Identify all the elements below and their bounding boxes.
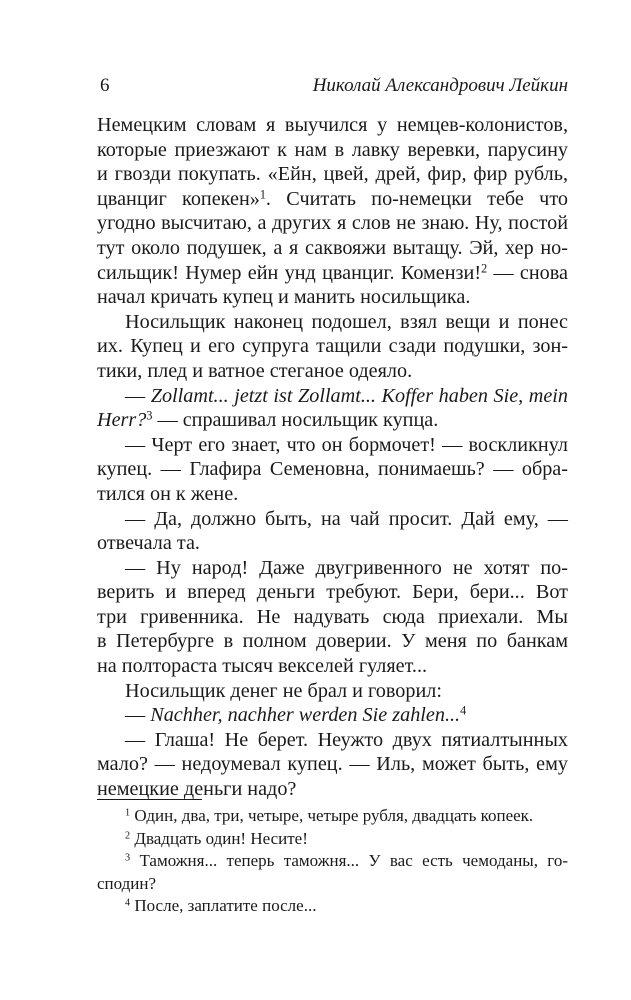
text-line: и гвозди покупать. «Ейн, цвей, дрей, фир, фир рубль, (97, 163, 568, 186)
running-title-author: Николай Александрович Лейкин (312, 75, 568, 96)
footnote-3 (97, 850, 568, 873)
footnotes (97, 805, 568, 918)
text-line: Немецким словам я выучился у немцев-колонистов, (97, 114, 568, 136)
german-italic-text: Zollamt... jetzt ist Zollamt... Koffer haben Sie, mein (150, 384, 569, 407)
dialogue-line: — Ну народ! Даже двугривенного не хотят по- (125, 556, 568, 579)
text-line: которые приезжают к нам в лавку веревки, парусину (97, 138, 568, 161)
footnote-text: После, заплатите после... (134, 896, 317, 915)
text-line: мало? — недоумевал купец. — Иль, может быть, ему (97, 753, 568, 776)
text-line: начал кричать купец и манить носильщика. (97, 286, 471, 309)
text-line (97, 261, 568, 286)
footnote-mark: 2 (125, 829, 131, 841)
text-fragment: сильщик! Нумер ейн унд цванциг. Комензи! (97, 261, 482, 284)
footnote-4 (97, 895, 568, 918)
text-line: три гривенника. Не надувать сюда приехали. Мы (97, 605, 568, 628)
footnote-separator (97, 799, 202, 800)
footnote-1 (97, 805, 568, 828)
footnote-text: Один, два, три, четыре, четыре рубля, двадцать копеек. (134, 806, 534, 825)
footnote-text: Двадцать один! Несите! (134, 828, 308, 848)
page-header (97, 74, 568, 98)
text-fragment: — спрашивал носильщик купца. (152, 409, 439, 432)
footnote-ref-2[interactable]: 2 (481, 260, 488, 275)
text-line: угодно высчитаю, а других я слов не знаю. Ну, постой (97, 212, 568, 235)
text-fragment: цванциг копекен» (97, 187, 260, 210)
text-line: на полтораста тысяч векселей гуляет... (97, 655, 428, 678)
footnote-mark: 1 (125, 807, 131, 819)
text-line (97, 187, 568, 212)
text-fragment: . Считать по-немецки тебе что (265, 187, 568, 210)
text-fragment: — снова (487, 261, 568, 284)
paragraph-start-line: Носильщик наконец подошел, взял вещи и понес (125, 310, 568, 333)
dialogue-line: — Да, должно быть, на чай просит. Дай ему, — (125, 507, 568, 530)
em-dash: — (125, 384, 151, 407)
dialogue-line (97, 703, 568, 728)
text-line: купец. — Глафира Семеновна, понимаешь? — обра- (97, 458, 568, 481)
dialogue-line: — Глаша! Не берет. Неужто двух пятиалтынных (125, 728, 568, 751)
footnote-2 (97, 828, 568, 851)
text-line: отвечала та. (97, 532, 200, 555)
page-number: 6 (100, 75, 110, 96)
paragraph-start-line: Носильщик денег не брал и говорил: (125, 679, 442, 702)
footnote-mark: 3 (125, 852, 131, 864)
text-line: в Петербурге в полном доверии. У меня по банкам (97, 630, 568, 653)
text-line: немецкие деньги надо? (97, 778, 297, 801)
footnote-ref-3[interactable]: 3 (146, 408, 153, 423)
text-line: тился он к жене. (97, 482, 239, 505)
body-text (97, 113, 568, 802)
text-line: тут около подушек, а я саквояжи вытащу. Эй, хер но- (97, 236, 568, 259)
footnote-text: Таможня... теперь таможня... У вас есть чемоданы, го- (139, 851, 569, 870)
dialogue-line (97, 384, 568, 409)
dialogue-line: — Черт его знает, что он бормочет! — воскликнул (125, 433, 568, 456)
footnote-3-continuation: сподин? (97, 873, 157, 893)
german-italic-text: Nachher, nachher werden Sie zahlen... (150, 704, 461, 727)
text-line (97, 408, 568, 433)
footnote-mark: 4 (125, 897, 131, 909)
footnote-ref-4[interactable]: 4 (460, 703, 467, 718)
em-dash: — (125, 704, 151, 727)
text-line: верить и вперед деньги требуют. Бери, бери... Вот (97, 581, 568, 604)
text-line: тики, плед и ватное стеганое одеяло. (97, 359, 413, 382)
footnote-ref-1[interactable]: 1 (259, 187, 266, 202)
text-line: их. Купец и его супруга тащили сзади подушки, зон- (97, 335, 568, 358)
german-italic-text: Herr? (97, 409, 147, 432)
